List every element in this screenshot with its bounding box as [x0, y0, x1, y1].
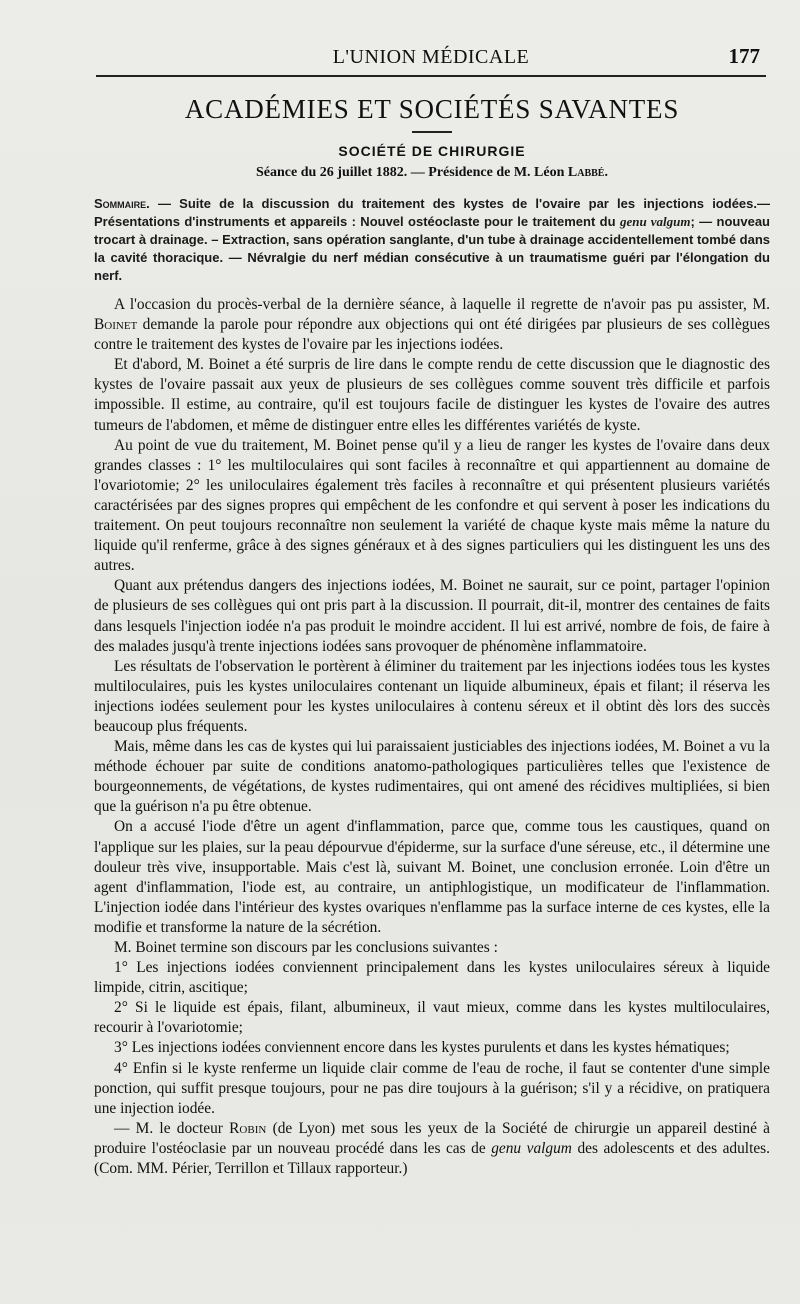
paragraph-9-text-a: — M. le docteur [114, 1119, 230, 1137]
session-suffix: . [604, 165, 608, 180]
paragraph-1-text-b: demande la parole pour répondre aux objections qui ont été dirigées par plusieurs de ses collègues contre le traitement des kystes de l'ovaire par les injections iodées. [94, 316, 770, 354]
paragraph-9 [94, 1119, 770, 1179]
paragraph-9-text-b: (de Lyon) met sous les yeux de la Société de chirurgie un appareil destiné à produire l'ostéoclasie par un nouveau procédé dans les cas de [94, 1119, 770, 1157]
paragraph-1-name: Boinet [94, 316, 138, 334]
paragraph-9-name: Robin [229, 1119, 267, 1137]
session-president: Labbé [567, 165, 605, 180]
page-number: 177 [728, 44, 760, 68]
paragraph-2: Et d'abord, M. Boinet a été surpris de lire dans le compte rendu de cette discussion que le diagnostic des kystes de l'ovaire passait aux yeux de plusieurs de ses collègues comme souvent très difficile et parfois impossible. Il estime, au contraire, qu'il est toujours facile de distinguer les kystes de l'ovaire des autres tumeurs de l'abdomen, et même de distinguer entre elles les différentes variétés de kyste. [94, 356, 770, 434]
summary [94, 195, 770, 285]
paragraph-1 [94, 295, 770, 355]
session-date: Séance du 26 juillet 1882. — Présidence de M. Léon [256, 165, 568, 180]
paragraph-3: Au point de vue du traitement, M. Boinet pense qu'il y a lieu de ranger les kystes de l'ovaire dans deux grandes classes : 1° les multiloculaires qui sont faciles à reconnaître et qui appartiennent au domaine de l'ovariotomie; 2° les uniloculaires également très faciles à reconnaître et qui présentent plusieurs variétés caractérisées par des signes propres qui empêchent de les confondre et qui servent à poser les indications du traitement. On peut toujours reconnaître non seulement la variété de chaque kyste mais même la nature du liquide qu'il renferme, grâce à des signes généraux et à des signes particuliers qui les distinguent les uns des autres. [94, 436, 770, 575]
society-name: SOCIÉTÉ DE CHIRURGIE [338, 143, 526, 159]
paragraph-1-text-a: A l'occasion du procès-verbal de la dernière séance, à laquelle il regrette de n'avoir pas pu assister, M. [114, 296, 770, 313]
article [94, 82, 770, 1179]
paragraph-6: Mais, même dans les cas de kystes qui lui paraissaient justiciables des injections iodées, M. Boinet a vu la méthode échouer par suite de conditions anatomo-pathologiques particulières telles que l'existence de bourgeonnements, de végétations, de kystes rudimentaires, qui ont amené des récidives multipliées, si bien que la guérison n'a pu être obtenue. [94, 738, 770, 816]
paragraph-9-italic: genu valgum [491, 1139, 572, 1157]
summary-label: Sommaire [94, 196, 147, 211]
paragraph-7: On a accusé l'iode d'être un agent d'inflammation, parce que, comme tous les caustiques, quand on l'applique sur les plaies, sur la peau dépourvue d'épiderme, sur la surface d'une séreuse, etc., il détermine une douleur très vive, insupportable. Mais c'est là, suivant M. Boinet, une conclusion erronée. Loin d'être un agent d'inflammation, l'iode est, au contraire, un antiphlogistique, un modificateur de l'inflammation. L'injection iodée dans l'intérieur des kystes ovariques n'enflamme pas la surface interne de ces kystes, elle la modifie et transforme la nature de la sécrétion. [94, 818, 770, 936]
conclusion-3: 3° Les injections iodées conviennent encore dans les kystes purulents et dans les kystes hématiques; [114, 1039, 730, 1057]
conclusion-2: 2° Si le liquide est épais, filant, albumineux, il vaut mieux, comme dans les kystes multiloculaires, recourir à l'ovariotomie; [94, 999, 770, 1037]
header-rule [96, 75, 766, 77]
conclusion-4: 4° Enfin si le kyste renferme un liquide clair comme de l'eau de roche, il faut se contenter d'une simple ponction, qui suffit presque toujours, pour ne pas dire toujours à la guérison; s'il y a récidive, on pratiquera une injection iodée. [94, 1059, 770, 1117]
paragraph-9-text-c: des adolescents et des adultes. (Com. MM. Périer, Terrillon et Tillaux rapporteur.) [94, 1139, 771, 1178]
paragraph-5: Les résultats de l'observation le portèrent à éliminer du traitement par les injections iodées tous les kystes multiloculaires, puis les kystes uniloculaires contenant un liquide albumineux, épais et filant; il réserva les injections iodées seulement pour les kystes uniloculaires à contenu séreux et il obtint dès lors des succès beaucoup plus fréquents. [94, 657, 770, 735]
journal-title: L'UNION MÉDICALE [332, 46, 530, 68]
body-text [94, 295, 770, 1179]
title-divider [412, 131, 452, 133]
running-header [96, 40, 766, 70]
session-line [94, 165, 770, 181]
conclusion-1: 1° Les injections iodées conviennent principalement dans les kystes uniloculaires séreux à liquide limpide, citrin, ascitique; [94, 959, 770, 997]
section-title: ACADÉMIES ET SOCIÉTÉS SAVANTES [184, 94, 680, 124]
summary-text-2: ; — nouveau trocart à drainage. – Extraction, sans opération sanglante, d'un tube à drainage accidentellement tombé dans la cavité thoracique. — Névralgie du nerf médian consécutive à un traumatisme guéri par l'élongation du nerf. [94, 214, 770, 283]
paragraph-8: M. Boinet termine son discours par les conclusions suivantes : [114, 939, 498, 956]
paragraph-4: Quant aux prétendus dangers des injections iodées, M. Boinet ne saurait, sur ce point, partager l'opinion de plusieurs de ses collègues qui ont pris part à la discussion. Il pourrait, dit-il, montrer des centaines de faits dans lesquels l'injection iodée n'a pas produit le moindre accident. Il lui est arrivé, nombre de fois, de faire à des malades jusqu'à trente injections iodées sans provoquer de phénomène inflammatoire. [94, 577, 770, 655]
summary-italic: genu valgum [619, 214, 691, 229]
summary-text-1: . — Suite de la discussion du traitement des kystes de l'ovaire par les injections iodées.— Présentations d'instruments et appareils : Nouvel ostéoclaste pour le traitement du [94, 196, 770, 229]
